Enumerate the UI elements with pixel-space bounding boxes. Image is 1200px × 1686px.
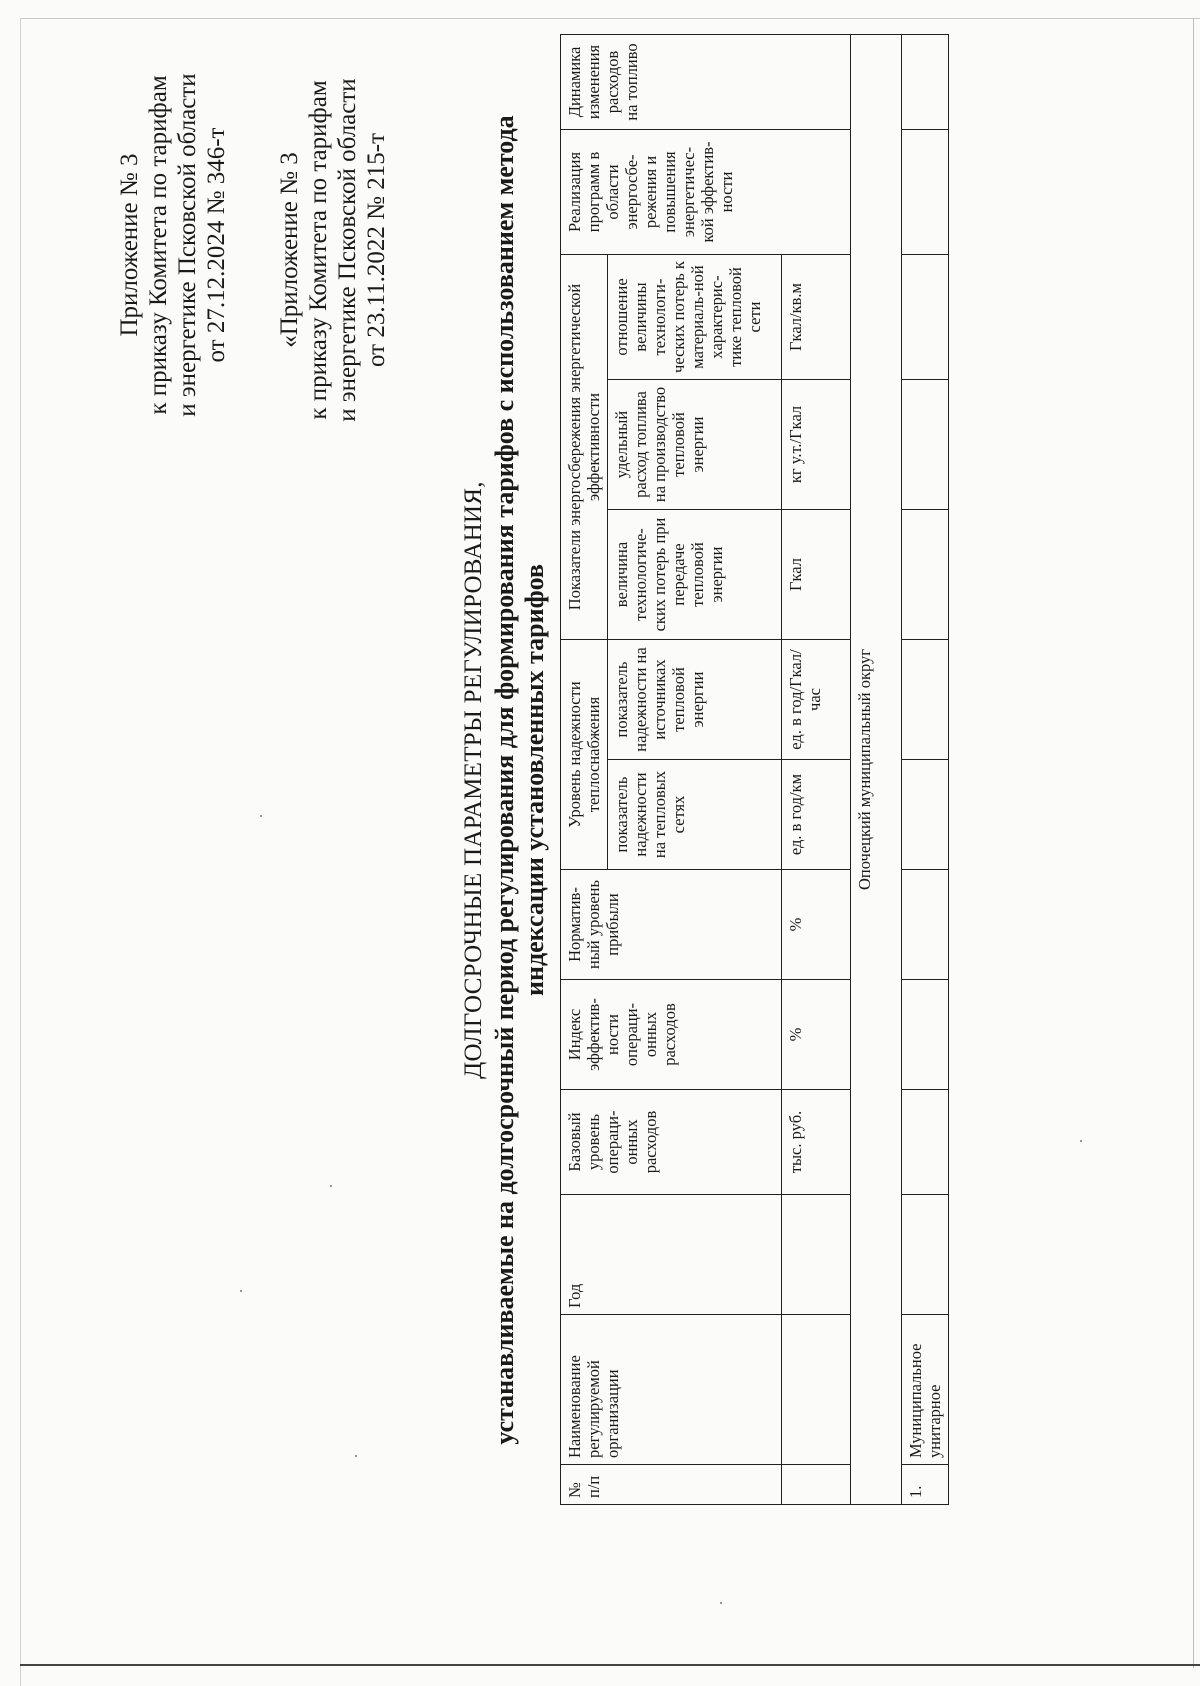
header-en-losses: величина технологиче-ских потерь при передаче тепловой энергии bbox=[608, 510, 782, 640]
scan-edge-left bbox=[20, 18, 21, 1686]
unit-en-ratio: Гкал/кв.м bbox=[782, 254, 851, 379]
unit-en-losses: Гкал bbox=[782, 510, 851, 640]
header-num: № п/п bbox=[561, 1465, 782, 1505]
header-programs: Реализация программ в области энергосбе-режения и повышения энергетичес-кой эффектив-ности bbox=[561, 129, 851, 254]
row-programs bbox=[902, 129, 949, 254]
table-row bbox=[902, 34, 949, 1504]
unit-base: тыс. руб. bbox=[782, 1090, 851, 1195]
title-line1: ДОЛГОСРОЧНЫЕ ПАРАМЕТРЫ РЕГУЛИРОВАНИЯ, bbox=[460, 481, 487, 1079]
unit-year-empty bbox=[782, 1195, 851, 1315]
row-num: 1. bbox=[902, 1465, 949, 1505]
header-rel-sources: показатель надежности на источниках тепловой энергии bbox=[608, 640, 782, 760]
row-profit bbox=[902, 870, 949, 980]
row-rel-sources bbox=[902, 640, 949, 760]
scan-speck bbox=[1080, 1140, 1082, 1142]
unit-org-empty bbox=[782, 1315, 851, 1465]
row-year bbox=[902, 1195, 949, 1315]
row-fuel-dynamics bbox=[902, 34, 949, 129]
rotated-document-sheet bbox=[30, 10, 1190, 1650]
header-row-main bbox=[561, 34, 608, 1504]
row-en-fuel bbox=[902, 380, 949, 510]
unit-num-empty bbox=[782, 1465, 851, 1505]
row-en-ratio bbox=[902, 254, 949, 379]
header-rel-networks: показатель надежности на тепловых сетях bbox=[608, 760, 782, 870]
header-year: Год bbox=[561, 1195, 782, 1315]
row-rel-networks bbox=[902, 760, 949, 870]
scan-edge-bottom bbox=[20, 1664, 1200, 1666]
document-content bbox=[30, 10, 1190, 1650]
header-org: Наименование регулируемой организации bbox=[561, 1315, 782, 1465]
appendix-header-old bbox=[275, 20, 391, 480]
appendix-old-line1: «Приложение № 3 bbox=[276, 152, 303, 348]
header-base-opex: Базовый уровень операци-онных расходов bbox=[561, 1090, 782, 1195]
units-row bbox=[782, 34, 851, 1504]
appendix-new-line4: от 27.12.2024 № 346-т bbox=[203, 127, 230, 363]
unit-profit: % bbox=[782, 870, 851, 980]
unit-rel-networks: ед. в год/км bbox=[782, 760, 851, 870]
header-efficiency-index: Индекс эффектив-ности операци-онных расходов bbox=[561, 980, 782, 1090]
scan-edge-right bbox=[1193, 18, 1194, 1668]
title-line2: устанавливаемые на долгосрочный период регулирования для формирования тарифов с использованием метода bbox=[490, 115, 519, 1445]
header-profit-level: Норматив-ный уровень прибыли bbox=[561, 870, 782, 980]
document-title bbox=[460, 0, 550, 1560]
row-base bbox=[902, 1090, 949, 1195]
appendix-new-line2: к приказу Комитета по тарифам bbox=[145, 75, 172, 415]
scan-speck bbox=[720, 1602, 722, 1604]
scan-speck bbox=[260, 815, 262, 817]
header-en-ratio: отношение величины технологи-ческих потерь к материаль-ной характерис-тике тепловой сети bbox=[608, 254, 782, 379]
scan-speck bbox=[240, 1290, 242, 1292]
appendix-header-new bbox=[115, 35, 231, 455]
appendix-new-line1: Приложение № 3 bbox=[116, 153, 143, 337]
header-energy-group: Показатели энергосбережения энергетической эффективности bbox=[561, 254, 608, 639]
row-en-losses bbox=[902, 510, 949, 640]
scan-speck bbox=[355, 1455, 357, 1457]
district-name: Опочецкий муниципальный округ bbox=[851, 34, 902, 1504]
unit-en-fuel: кг у.т./Гкал bbox=[782, 380, 851, 510]
unit-index: % bbox=[782, 980, 851, 1090]
row-org: Муниципальное унитарное bbox=[902, 1315, 949, 1465]
title-line3: индексации установленных тарифов bbox=[520, 564, 549, 996]
unit-rel-sources: ед. в год/Гкал/час bbox=[782, 640, 851, 760]
parameters-table bbox=[560, 34, 949, 1505]
header-fuel-dynamics: Динамика изменения расходов на топливо bbox=[561, 34, 851, 129]
appendix-old-line4: от 23.11.2022 № 215-т bbox=[363, 132, 390, 368]
row-index bbox=[902, 980, 949, 1090]
header-reliability-group: Уровень надежности теплоснабжения bbox=[561, 640, 608, 870]
scan-speck bbox=[330, 1185, 332, 1187]
appendix-old-line2: к приказу Комитета по тарифам bbox=[305, 80, 332, 420]
appendix-old-line3: и энергетике Псковской области bbox=[334, 78, 361, 422]
district-row bbox=[851, 34, 902, 1504]
appendix-new-line3: и энергетике Псковской области bbox=[174, 73, 201, 417]
header-en-fuel: удельный расход топлива на производство тепловой энергии bbox=[608, 380, 782, 510]
